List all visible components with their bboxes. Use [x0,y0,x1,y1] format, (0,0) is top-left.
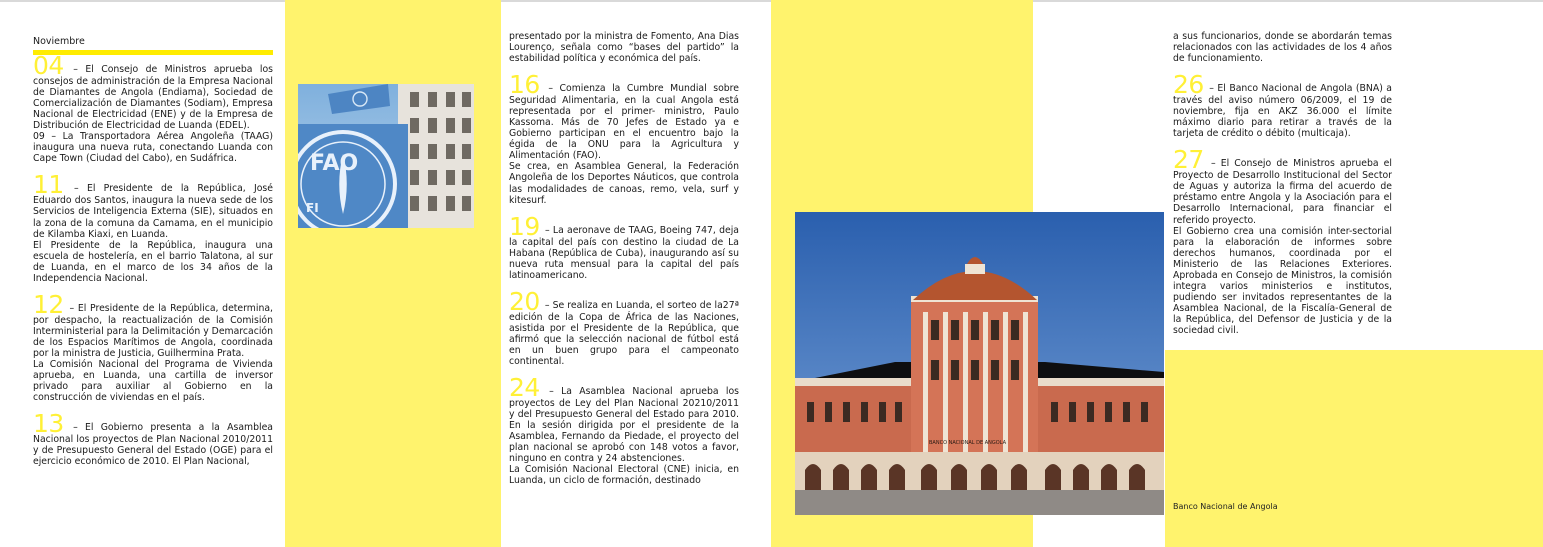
day-number: 19 [509,211,540,241]
month-rule [33,50,273,55]
lead-text: presentado por la ministra de Fomento, Ana Dias Lourenço, señala como “bases del partido” la estabilidad política y económica del país. [509,31,739,65]
entry-extra: 09 – La Transportadora Aérea Angoleña (TAAG) inaugura una nueva ruta, conectando Luanda con Cape Town (Ciudad del Cabo), en Sudáfrica. [33,131,273,165]
fao-photo [298,84,474,228]
yellow-band-left [285,0,501,547]
bank-photo-caption: Banco Nacional de Angola [1173,502,1278,511]
entry-04 [33,51,273,165]
entry-extra: El Gobierno crea una comisión inter-sectorial para la elaboración de informes sobre derechos humanos, coordinada por el Ministerio de las Relaciones Exteriores. Aprobada en Consejo de Ministros, la comisión integra varios ministerios e institutos, pudiendo ser invitados representantes de la Asamblea Nacional, de la Fiscalía-General de la República, del Defensor de Justicia y de la sociedad civil. [1173,225,1392,336]
entry-20 [509,286,739,367]
fao-logo-letters: FI [306,201,319,215]
entry-text: – Se realiza en Luanda, el sorteo de la27ª edición de la Copa de África de las Naciones, asistida por el Presidente de la República, que afirmó que la selección nacional de fútbol está en un buen grupo para el campeonato continental. [509,299,739,367]
bank-sign-text: BANCO NACIONAL DE ANGOLA [929,440,1007,446]
entry-extra: Se crea, en Asamblea General, la Federación Angoleña de los Deportes Náuticos, que controla las modalidades de canoas, remo, vela, surf y kitesurf. [509,161,739,206]
day-number: 12 [33,289,64,319]
entry-19 [509,211,739,281]
day-number: 24 [509,373,540,403]
bank-photo [795,212,1164,515]
entry-text: – Comienza la Cumbre Mundial sobre Seguridad Alimentaria, en la cual Angola está representada por el primer- ministro, Paulo Kassoma. Más de 70 Jefes de Estado ya e Gobierno participan en el encuentro bajo la égida de la ONU para la Agricultura y Alimentación (FAO). [509,83,739,162]
entry-27 [1173,145,1392,336]
column-november-3 [1173,31,1392,347]
lead-paragraph [509,31,739,64]
bank-photo-illustration [795,212,1164,515]
entry-extra: La Comisión Nacional Electoral (CNE) inicia, en Luanda, un ciclo de formación, destinado [509,464,739,487]
entry-11 [33,170,273,284]
entry-text: – El Gobierno presenta a la Asamblea Nacional los proyectos de Plan Nacional 2010/2011 y de Presupuesto General del Estado (OGE) para el ejercicio económico de 2010. El Plan Nacional, [33,422,273,468]
entry-text: – El Presidente de la República, José Eduardo dos Santos, inaugura la nueva sede de los Servicios de Inteligencia Externa (SIE), situados en la zona de la comuna da Camama, en el municipio de Kilamba Kiaxi, en Luanda. [33,183,273,240]
day-number: 20 [509,286,540,316]
entry-extra: El Presidente de la República, inaugura una escuela de hostelería, en el barrio Talatona, al sur de Luanda, en el marco de los 34 años de la Independencia Nacional. [33,239,273,284]
lead-text: a sus funcionarios, donde se abordarán temas relacionados con las actividades de los 4 años de funcionamiento. [1173,31,1392,65]
day-number: 16 [509,70,540,100]
entry-26 [1173,70,1392,140]
yellow-band-right [1165,350,1543,547]
fao-photo-illustration [298,84,474,228]
entry-16 [509,70,739,206]
entry-text: – El Banco Nacional de Angola (BNA) a través del aviso número 06/2009, el 19 de noviembre, fija en AKZ 36.000 el límite máximo diario para retirar a través de la tarjeta de crédito o débito (multicaja). [1173,83,1392,140]
entry-text: – La aeronave de TAAG, Boeing 747, deja la capital del país con destino la ciudad de La Habana (República de Cuba), inaugurando así su nueva ruta mensual para la capital del país latinoamericano. [509,224,739,281]
column-november-2 [509,31,739,497]
entry-text: – La Asamblea Nacional aprueba los proyectos de Ley del Plan Nacional 20210/2011 y del Presupuesto General del Estado para 2010. En la sesión dirigida por el presidente de la Asamblea, Fernando da Piedade, el proyecto del plan nacional se aprobó con 148 votos a favor, ninguno en contra y 24 abstenciones. [509,386,739,465]
fao-logo-text: FAO [310,151,359,176]
entry-text: – El Consejo de Ministros aprueba los consejos de administración de la Empresa Nacional de Diamantes de Angola (Endiama), Sociedad de Comercialización de Diamantes (Sodiam), Empresa Nacional de Electricidad (ENE) y de la Empresa de Distribución de Electricidad de Luanda (EDEL). [33,64,273,132]
entry-24 [509,373,739,487]
day-number: 04 [33,51,64,81]
column-november-1 [33,36,273,478]
day-number: 11 [33,170,64,200]
day-number: 27 [1173,145,1204,175]
day-number: 26 [1173,70,1204,100]
month-title: Noviembre [33,36,85,47]
lead-paragraph [1173,31,1392,64]
entry-text: – El Consejo de Ministros aprueba el Proyecto de Desarrollo Institucional del Sector de Aguas y autoriza la firma del acuerdo de préstamo entre Angola y la Asociación para el Desarrollo Internacional, para financiar el referido proyecto. [1173,158,1392,226]
entry-13 [33,409,273,468]
entry-text: – El Presidente de la República, determina, por despacho, la reactualización de la Comisión Interministerial para la Delimitación y Demarcación de los Espacios Marítimos de Angola, coordinada por la ministra de Justicia, Guilhermina Prata. [33,302,273,359]
entry-12 [33,289,273,404]
day-number: 13 [33,409,64,439]
entry-extra: La Comisión Nacional del Programa de Vivienda aprueba, en Luanda, una cartilla de inversor privado para auxiliar al Gobierno en la construcción de viviendas en el país. [33,358,273,404]
